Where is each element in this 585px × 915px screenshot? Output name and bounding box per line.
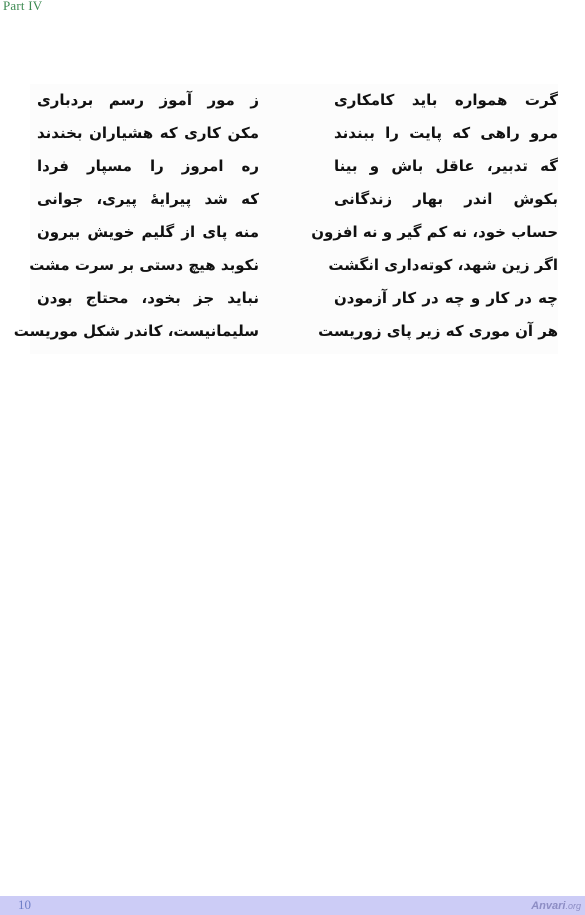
couplet — [30, 216, 558, 250]
couplet — [30, 150, 558, 184]
watermark-sub: .org — [565, 901, 581, 911]
hemistich-first: حساب خود، نه کم گیر و نه افزون — [311, 223, 558, 241]
hemistich-first: گه تدبیر، عاقل باش و بینا — [334, 157, 558, 175]
hemistich-first: اگر زین شهد، کوته‌داری انگشت — [328, 256, 558, 274]
couplet — [30, 117, 558, 151]
watermark — [531, 898, 581, 914]
couplet — [30, 249, 558, 283]
hemistich-second: ز مور آموز رسم بردباری — [37, 91, 259, 109]
footer-bar — [0, 896, 585, 915]
page-number: 10 — [18, 897, 31, 912]
couplet — [30, 84, 558, 118]
hemistich-second: که شد پیرایهٔ پیری، جوانی — [37, 190, 259, 208]
hemistich-second: ره امروز را مسپار فردا — [37, 157, 259, 175]
hemistich-second: مکن کاری که هشیاران بخندند — [37, 124, 259, 142]
watermark-main: Anvari — [531, 900, 566, 912]
hemistich-first: چه در کار و چه در کار آزمودن — [334, 289, 558, 307]
hemistich-second: سلیمانیست، کاندر شکل موریست — [13, 322, 259, 340]
hemistich-first: گرت همواره باید کامکاری — [334, 91, 558, 109]
hemistich-first: مرو راهی که پایت را ببندند — [334, 124, 558, 142]
couplet — [13, 315, 558, 349]
hemistich-first: بکوش اندر بهار زندگانی — [334, 190, 558, 208]
couplet — [30, 282, 558, 316]
hemistich-second: منه پای از گلیم خویش بیرون — [37, 223, 259, 241]
poem-block — [13, 84, 558, 354]
hemistich-first: هر آن موری که زیر پای زوریست — [318, 322, 558, 340]
part-label: Part IV — [3, 0, 43, 13]
hemistich-second: نکوبد هیچ دستی بر سرت مشت — [29, 256, 259, 274]
couplet — [30, 183, 558, 217]
hemistich-second: نباید جز بخود، محتاج بودن — [37, 289, 259, 307]
